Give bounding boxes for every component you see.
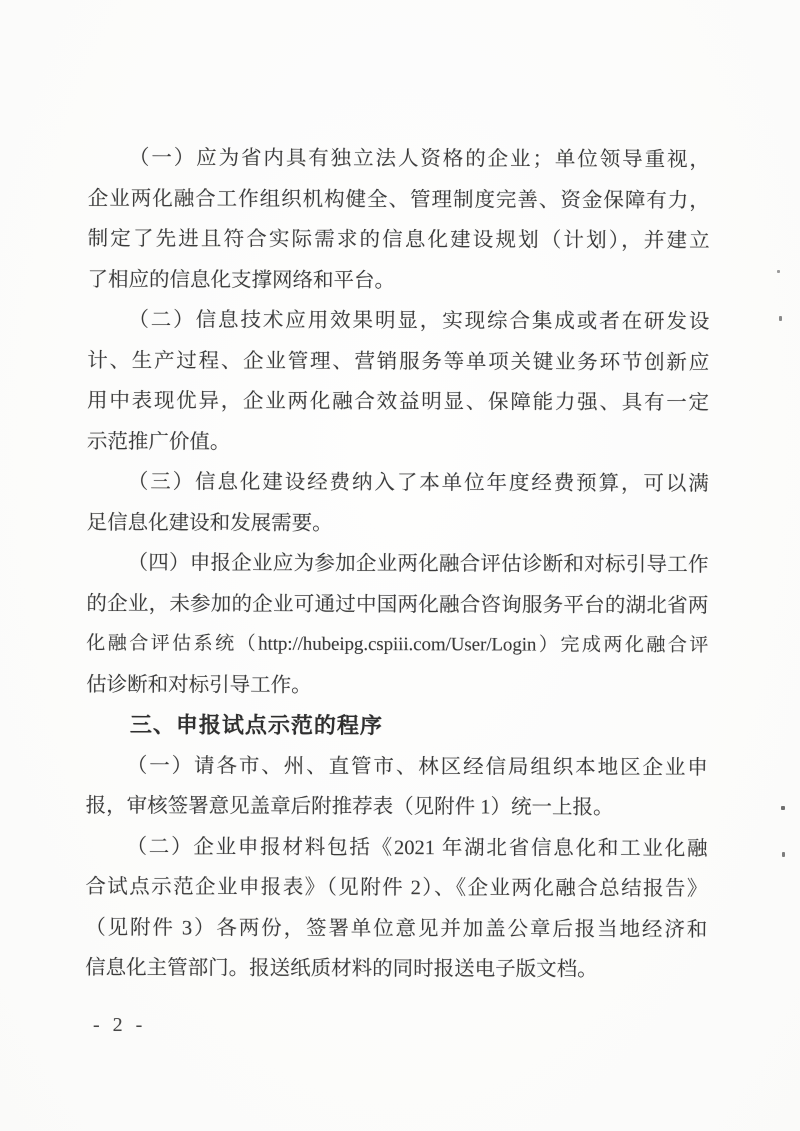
paragraph-1-line-3: 制定了先进且符合实际需求的信息化建设规划（计划），并建立 (87, 227, 710, 253)
scan-speck (781, 806, 785, 810)
section-heading: 三、申报试点示范的程序 (129, 712, 384, 739)
paragraph-1-line-1: （一）应为省内具有独立法人资格的企业；单位领导重视， (128, 147, 710, 172)
paragraph-4-line-2: 的企业，未参加的企业可通过中国两化融合咨询服务平台的湖北省两 (86, 592, 709, 617)
page-number: - 2 - (93, 1014, 147, 1036)
paragraph-6-line-2: 合试点示范企业申报表》（见附件 2）、《企业两化融合总结报告》 (85, 875, 708, 901)
paragraph-3-line-2: 足信息化建设和发展需要。 (86, 511, 333, 535)
paragraph-6-line-1: （二）企业申报材料包括《2021 年湖北省信息化和工业化融 (126, 835, 708, 860)
paragraph-3-line-1: （三）信息化建设经费纳入了本单位年度经费预算，可以满 (127, 471, 709, 496)
paragraph-6-line-3: （见附件 3）各两份，签署单位意见并加盖公章后报当地经济和 (85, 916, 708, 941)
paragraph-4-line-url: 化融合评估系统（http://hubeipg.cspiii.com/User/Login）完成两化融合评 (86, 632, 709, 657)
scan-speck (782, 852, 785, 857)
paragraph-5-line-2: 报，审核签署意见盖章后附推荐表（见附件 1）统一上报。 (85, 794, 614, 819)
paragraph-1-line-2: 企业两化融合工作组织机构健全、管理制度完善、资金保障有力， (87, 187, 710, 212)
scan-speck (779, 316, 782, 321)
paragraph-2-line-3: 用中表现优异，企业两化融合效益明显、保障能力强、具有一定 (87, 389, 710, 415)
paragraph-5-line-1: （一）请各市、州、直管市、林区经信局组织本地区企业申 (126, 754, 708, 779)
paragraph-2-line-4: 示范推广价值。 (86, 430, 231, 453)
document-body (85, 138, 710, 991)
paragraph-4-line-1: （四）申报企业应为参加企业两化融合评估诊断和对标引导工作 (127, 552, 709, 577)
scan-speck (777, 270, 780, 273)
paragraph-2-line-2: 计、生产过程、企业管理、营销服务等单项关键业务环节创新应 (87, 349, 710, 374)
paragraph-2-line-1: （二）信息技术应用效果明显，实现综合集成或者在研发设 (128, 309, 710, 334)
paragraph-1-line-4: 了相应的信息化支撑网络和平台。 (87, 268, 396, 292)
paragraph-4-line-4: 估诊断和对标引导工作。 (86, 673, 312, 697)
paragraph-6-line-4: 信息化主管部门。报送纸质材料的同时报送电子版文档。 (85, 956, 598, 981)
